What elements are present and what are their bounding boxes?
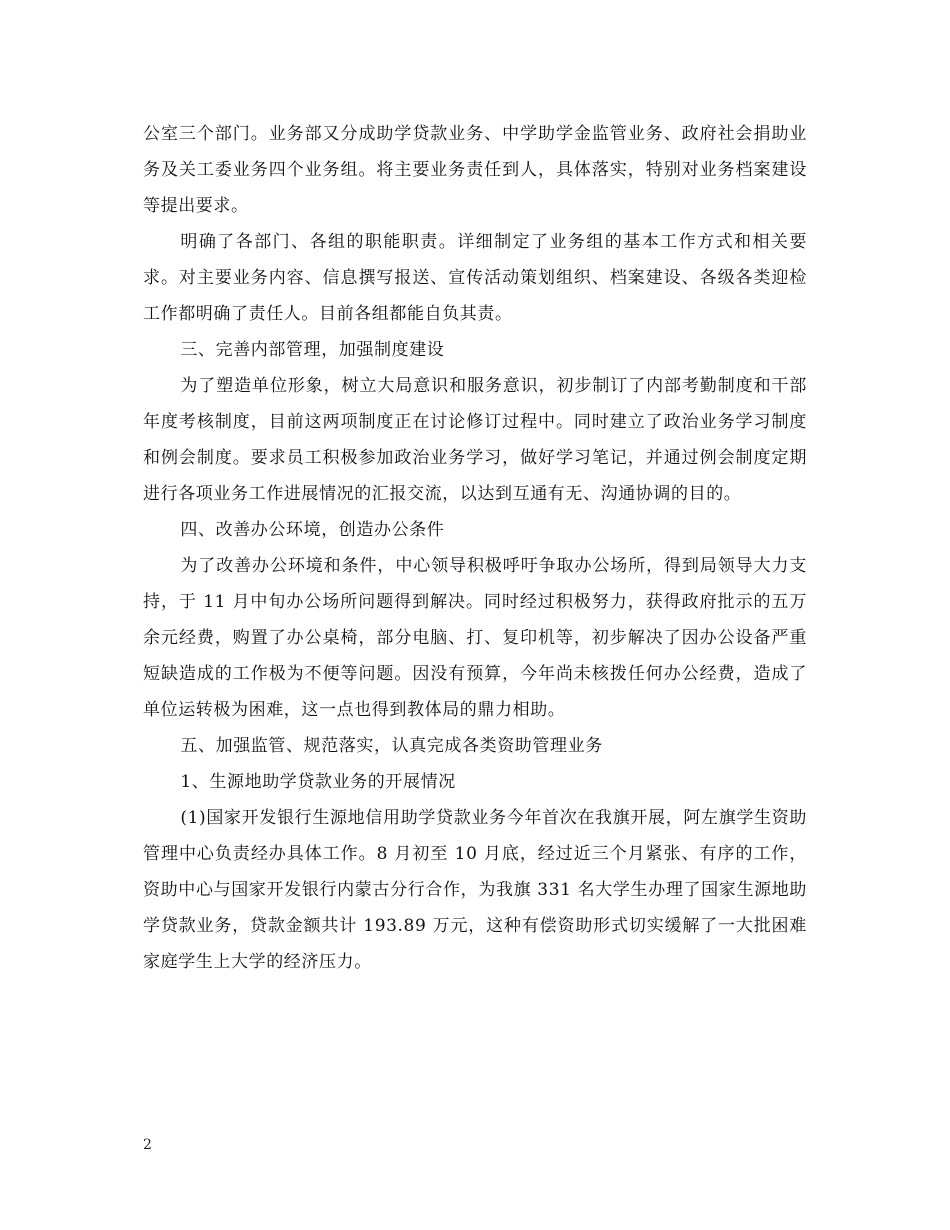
paragraph-office-environment: 为了改善办公环境和条件，中心领导积极呼吁争取办公场所，得到局领导大力支持，于 11 月中旬办公场所问题得到解决。同时经过积极努力，获得政府批示的五万余元经费，购置了办公桌椅，部分电脑、打、复印机等，初步解决了因办公设备严重短缺造成的工作极为不便等问题。因没有预算，今年尚未核拨任何办公经费，造成了单位运转极为困难，这一点也得到教体局的鼎力相助。 xyxy=(143,556,807,720)
paragraph-internal-management: 为了塑造单位形象，树立大局意识和服务意识，初步制订了内部考勤制度和干部年度考核制度，目前这两项制度正在讨论修订过程中。同时建立了政治业务学习制度和例会制度。要求员工积极参加政治业务学习，做好学习笔记，并通过例会制度定期进行各项业务工作进展情况的汇报交流，以达到互通有无、沟通协调的目的。 xyxy=(143,376,807,504)
paragraph-responsibilities: 明确了各部门、各组的职能职责。详细制定了业务组的基本工作方式和相关要求。对主要业务内容、信息撰写报送、宣传活动策划组织、档案建设、各级各类迎检工作都明确了责任人。目前各组都能自负其责。 xyxy=(143,232,807,324)
document-body xyxy=(143,116,807,980)
paragraph-loans: (1)国家开发银行生源地信用助学贷款业务今年首次在我旗开展，阿左旗学生资助管理中心负责经办具体工作。8 月初至 10 月底，经过近三个月紧张、有序的工作，资助中心与国家开发银行内蒙古分行合作，为我旗 331 名大学生办理了国家生源地助学贷款业务，贷款金额共计 193.89 万元，这种有偿资助形式切实缓解了一大批困难家庭学生上大学的经济压力。 xyxy=(143,808,807,972)
subsection-heading-loans: 1、生源地助学贷款业务的开展情况 xyxy=(180,772,456,792)
section-heading-internal-management: 三、完善内部管理，加强制度建设 xyxy=(180,340,445,360)
section-heading-office-environment: 四、改善办公环境，创造办公条件 xyxy=(180,520,445,540)
page-number: 2 xyxy=(143,1137,152,1153)
section-heading-supervision: 五、加强监管、规范落实，认真完成各类资助管理业务 xyxy=(180,736,603,756)
paragraph-continuation: 公室三个部门。业务部又分成助学贷款业务、中学助学金监管业务、政府社会捐助业务及关工委业务四个业务组。将主要业务责任到人，具体落实，特别对业务档案建设等提出要求。 xyxy=(143,124,807,216)
